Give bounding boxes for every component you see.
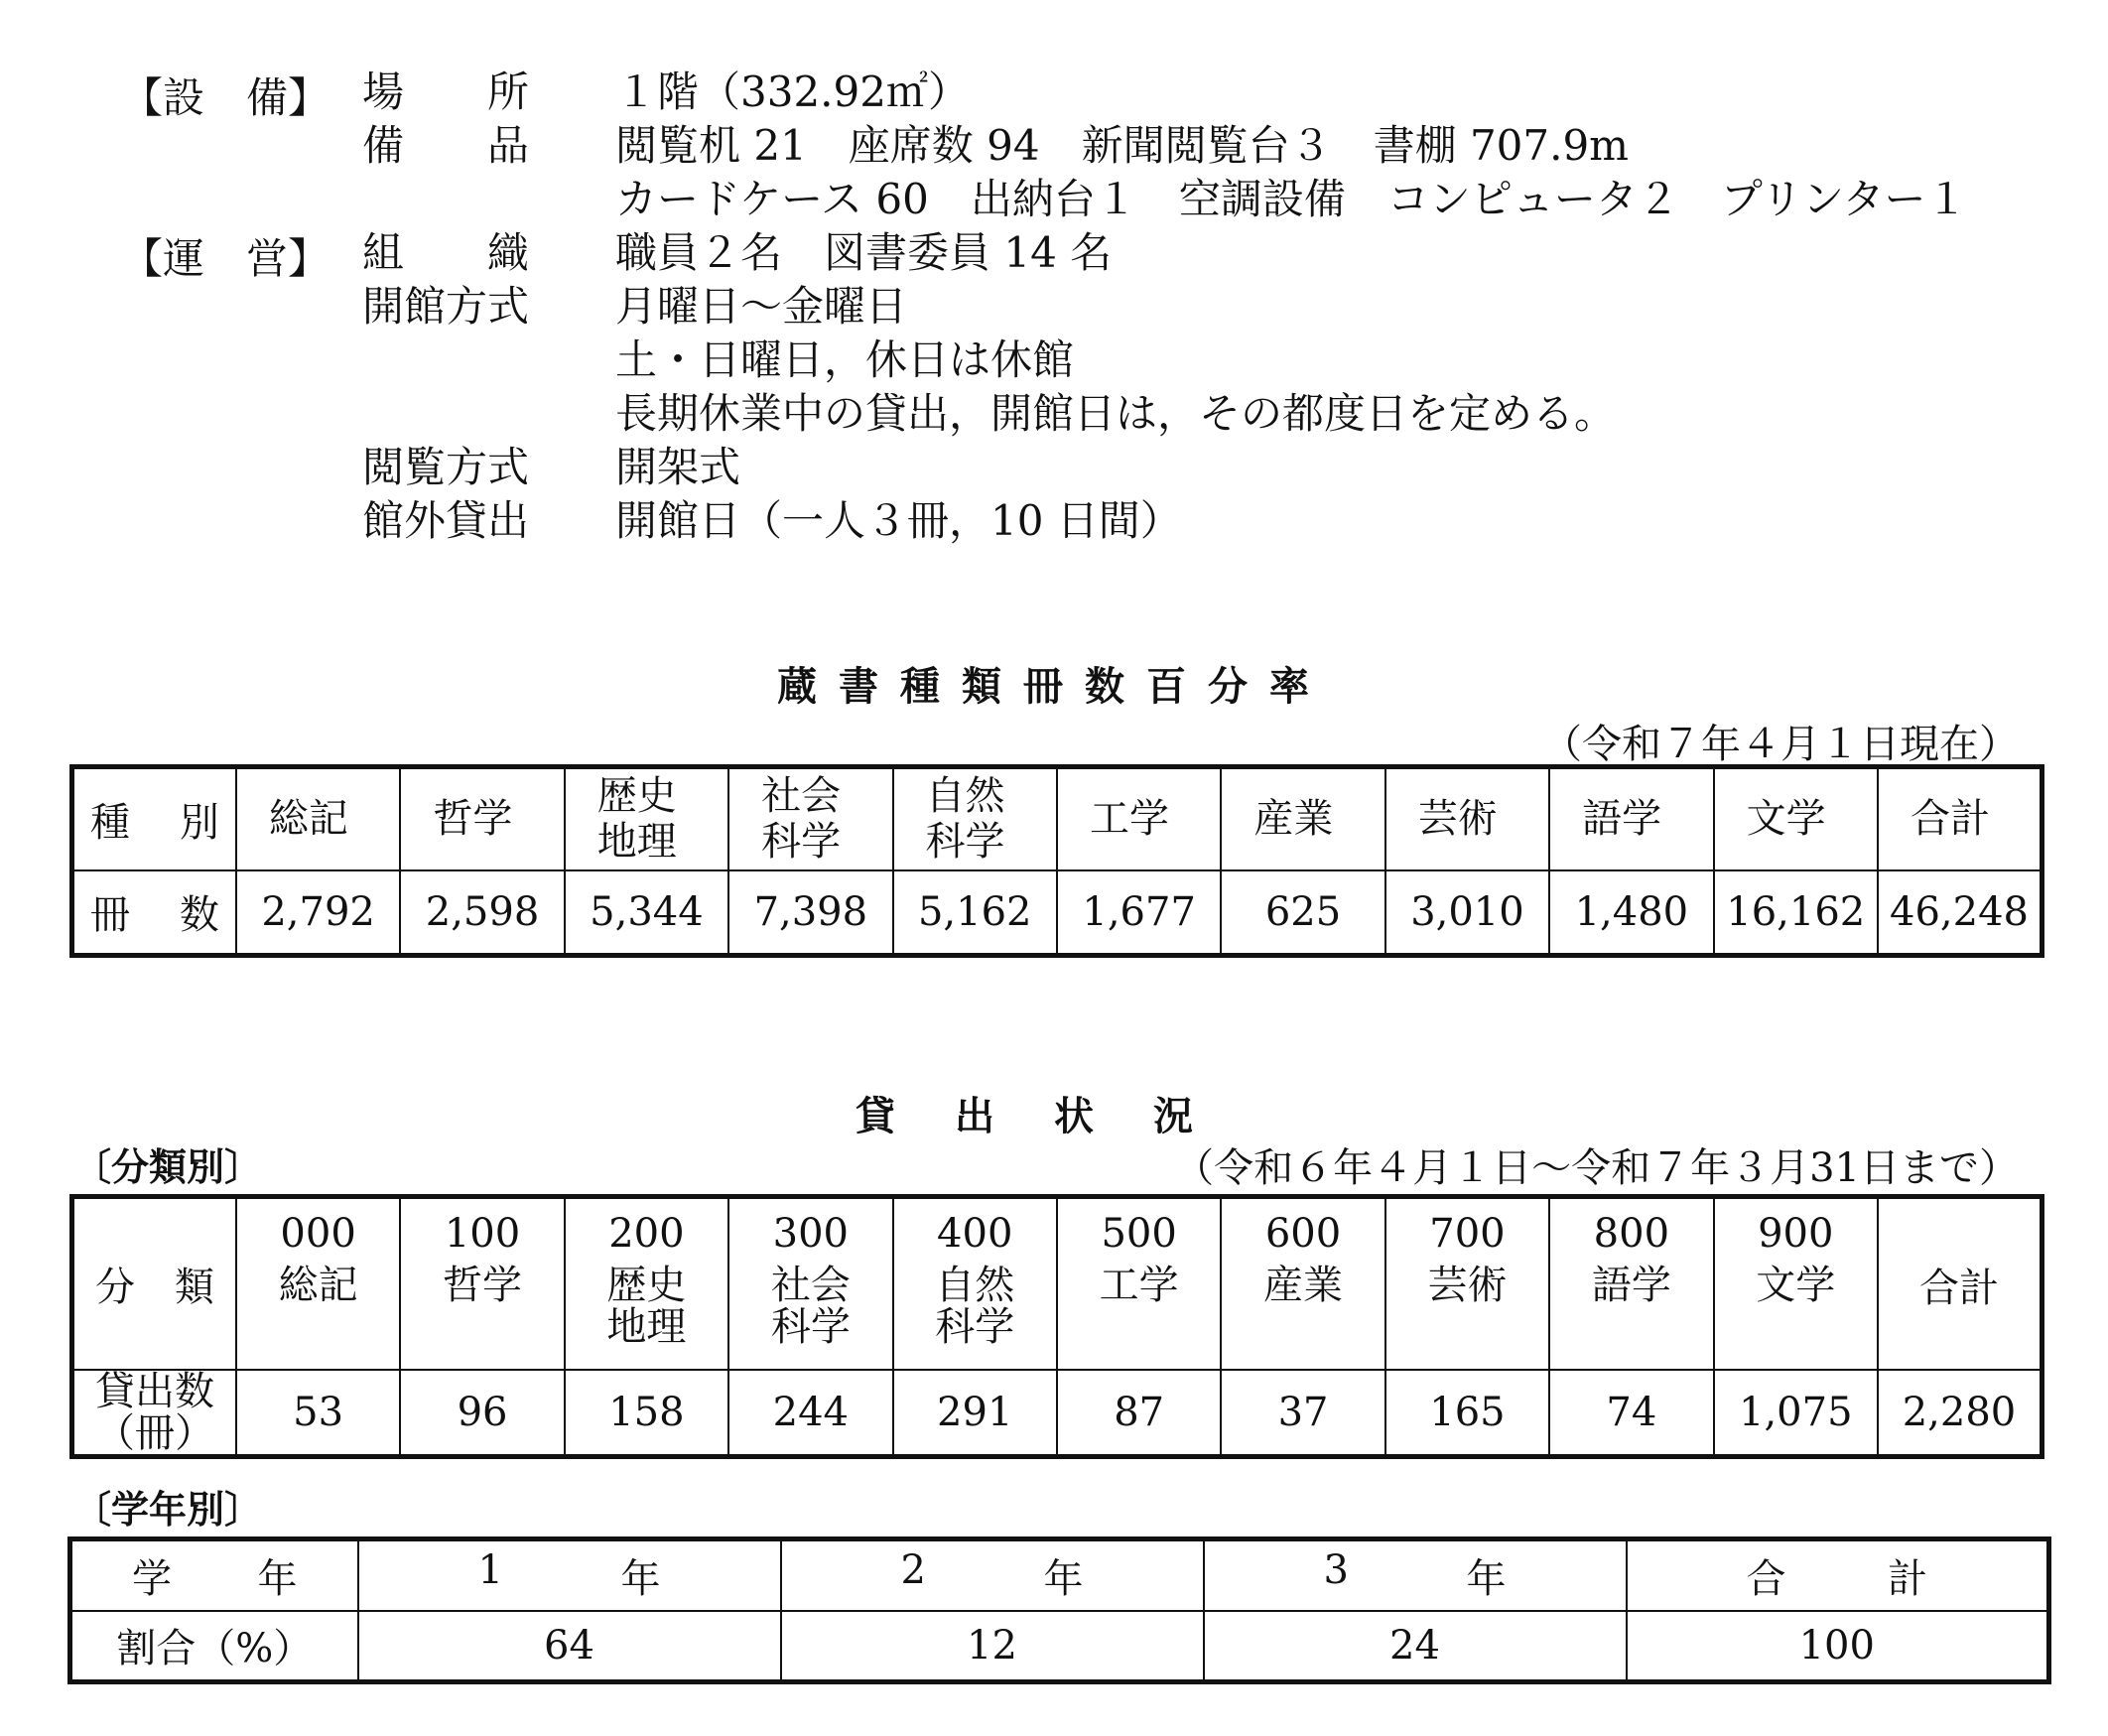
header-char: 数 — [179, 892, 219, 939]
category-char: 芸 — [1417, 796, 1458, 843]
class-code: 800 — [1593, 1211, 1670, 1257]
class-name2 — [237, 1306, 399, 1348]
header-char: 学 — [132, 1555, 172, 1602]
facility-value-equipment: 閲覧机 21 座席数 94 新聞閲覧台３ 書棚 707.9m — [615, 121, 1630, 170]
loans-count-9: 1,075 — [1714, 1370, 1878, 1457]
collection-count-7: 3,010 — [1385, 870, 1549, 956]
loans-count-4: 291 — [893, 1370, 1057, 1457]
collection-date-note: （令和７年４月１日現在） — [1542, 722, 2019, 767]
category-char: 語 — [1582, 796, 1623, 843]
class-name1: 工学 — [1099, 1263, 1179, 1308]
loans-count-5: 87 — [1057, 1370, 1221, 1457]
class-name1: 語学 — [1591, 1263, 1671, 1308]
facility-key-equipment: 備 品 — [362, 121, 530, 170]
collection-category-9 — [1714, 767, 1878, 870]
category-char: 記 — [308, 796, 348, 843]
class-code: 400 — [937, 1211, 1013, 1257]
collection-category-5 — [1057, 767, 1221, 870]
header-char: 別 — [179, 799, 219, 846]
ratio-header: 割合（%） — [70, 1611, 358, 1682]
class-name1: 社会 — [770, 1263, 851, 1308]
header-char: 種 — [90, 799, 130, 846]
loans-class-8 — [1549, 1197, 1713, 1370]
class-name2: 科学 — [935, 1304, 1015, 1350]
category-char: 理 — [636, 819, 677, 866]
category-char: 工 — [1089, 796, 1129, 843]
collection-count-3: 7,398 — [728, 870, 892, 956]
operation-value-lending: 開館日（一人３冊，10 日間） — [615, 496, 1182, 545]
collection-count-0: 2,792 — [236, 870, 400, 956]
operation-key-reading: 閲覧方式 — [362, 443, 530, 491]
header-char: 冊 — [90, 892, 130, 939]
loans-by-class-label: 〔分類別〕 — [73, 1145, 263, 1189]
grade-col-2 — [1204, 1539, 1627, 1611]
class-name1: 合計 — [1918, 1266, 1999, 1312]
loans-class-table — [69, 1194, 2044, 1459]
class-code: 900 — [1758, 1211, 1834, 1257]
operation-value-organization: 職員２名 図書委員 14 名 — [615, 228, 1113, 277]
grade-ratio-2: 24 — [1204, 1611, 1627, 1682]
category-char: 業 — [1293, 796, 1334, 843]
collection-table — [69, 764, 2044, 958]
grade-col-0 — [358, 1539, 781, 1611]
collection-category-7 — [1385, 767, 1549, 870]
operation-label: 【運 営】 — [121, 234, 330, 283]
grade-char: 年 — [1466, 1555, 1507, 1602]
collection-category-4 — [893, 767, 1057, 870]
category-char: 学 — [1622, 796, 1662, 843]
category-char: 地 — [596, 819, 637, 866]
collection-title: 蔵書種類冊数百分率 — [777, 664, 1331, 710]
loans-class-2 — [565, 1197, 728, 1370]
collection-count-10: 46,248 — [1878, 870, 2042, 956]
loans-class-9 — [1714, 1197, 1878, 1370]
operation-value-opening: 月曜日～金曜日 — [615, 282, 908, 331]
category-char: 術 — [1457, 796, 1498, 843]
class-code: 600 — [1264, 1211, 1342, 1257]
collection-category-2 — [565, 767, 728, 870]
loans-class-5 — [1057, 1197, 1221, 1370]
facility-value-location: １階（332.92㎡） — [615, 67, 970, 116]
category-char: 文 — [1746, 796, 1786, 843]
collection-count-9: 16,162 — [1714, 870, 1878, 956]
facilities-label: 【設 備】 — [121, 73, 330, 122]
class-code: 700 — [1429, 1211, 1506, 1257]
loans-period-note: （令和６年４月１日～令和７年３月31日まで） — [1174, 1145, 2019, 1191]
loans-class-3 — [728, 1197, 892, 1370]
collection-count-8: 1,480 — [1549, 870, 1713, 956]
class-name2 — [1715, 1306, 1877, 1348]
loans-class-1 — [400, 1197, 564, 1370]
loans-by-grade-label: 〔学年別〕 — [73, 1488, 263, 1532]
grade-ratio-1: 12 — [781, 1611, 1204, 1682]
loans-count-1: 96 — [400, 1370, 564, 1457]
category-char: 計 — [1949, 796, 1990, 843]
count-header-line2: （冊） — [94, 1409, 214, 1456]
category-char: 科 — [925, 819, 966, 866]
class-code: 000 — [280, 1211, 356, 1257]
category-char: 総 — [268, 796, 309, 843]
collection-count-1: 2,598 — [400, 870, 564, 956]
collection-category-0 — [236, 767, 400, 870]
grade-col-3 — [1627, 1539, 2049, 1611]
grade-char: 合 — [1746, 1555, 1786, 1602]
collection-count-4: 5,162 — [893, 870, 1057, 956]
category-char: 史 — [636, 773, 677, 820]
category-char: 学 — [1128, 796, 1169, 843]
category-char: 科 — [761, 819, 802, 866]
class-name1: 哲学 — [443, 1263, 523, 1308]
collection-category-8 — [1549, 767, 1713, 870]
operation-key-organization: 組 織 — [362, 228, 530, 277]
loans-count-7: 165 — [1385, 1370, 1549, 1457]
operation-key-lending: 館外貸出 — [362, 496, 530, 545]
class-code — [1879, 1216, 2040, 1258]
category-char: 合 — [1910, 796, 1950, 843]
loans-grade-table — [67, 1536, 2051, 1684]
class-name2: 科学 — [770, 1304, 851, 1350]
grade-col-1 — [781, 1539, 1204, 1611]
category-char: 然 — [965, 773, 1005, 820]
grade-char: 1 — [477, 1546, 503, 1593]
loans-count-6: 37 — [1221, 1370, 1384, 1457]
facility-key-location: 場 所 — [362, 67, 530, 116]
operation-value-opening-2: 土・日曜日，休日は休館 — [615, 335, 1075, 384]
category-char: 社 — [761, 773, 802, 820]
grade-char: 年 — [620, 1555, 661, 1602]
grade-char: 2 — [900, 1546, 926, 1593]
class-name1: 産業 — [1263, 1263, 1344, 1308]
class-name2: 地理 — [606, 1304, 687, 1350]
operation-key-opening: 開館方式 — [362, 282, 530, 331]
operation-value-reading: 開架式 — [615, 443, 741, 491]
collection-category-10 — [1878, 767, 2042, 870]
class-code: 500 — [1101, 1211, 1177, 1257]
grade-header — [70, 1539, 358, 1611]
loans-count-header — [72, 1370, 236, 1457]
loans-class-0 — [236, 1197, 400, 1370]
operation-value-opening-3: 長期休業中の貸出，開館日は，その都度日を定める。 — [615, 389, 1617, 438]
grade-char: 年 — [1043, 1555, 1084, 1602]
loans-class-10 — [1878, 1197, 2042, 1370]
class-code: 300 — [772, 1211, 849, 1257]
class-name1: 自然 — [935, 1263, 1015, 1308]
grade-ratio-0: 64 — [358, 1611, 781, 1682]
class-name1: 総記 — [278, 1263, 358, 1308]
collection-category-1 — [400, 767, 564, 870]
loans-title: 貸出状況 — [856, 1094, 1252, 1139]
collection-count-5: 1,677 — [1057, 870, 1221, 956]
loans-class-4 — [893, 1197, 1057, 1370]
collection-category-6 — [1221, 767, 1384, 870]
collection-category-3 — [728, 767, 892, 870]
loans-class-header: 分 類 — [72, 1197, 236, 1370]
class-name2 — [1386, 1306, 1548, 1348]
class-name2 — [1879, 1309, 2040, 1351]
category-char: 自 — [925, 773, 966, 820]
category-char: 哲 — [433, 796, 473, 843]
category-char: 会 — [801, 773, 842, 820]
class-code: 100 — [444, 1211, 521, 1257]
category-char: 学 — [801, 819, 842, 866]
loans-count-0: 53 — [236, 1370, 400, 1457]
class-name2 — [1222, 1306, 1383, 1348]
loans-class-7 — [1385, 1197, 1549, 1370]
loans-count-2: 158 — [565, 1370, 728, 1457]
facility-value-equipment-2: カードケース 60 出納台１ 空調設備 コンピュータ２ プリンター１ — [615, 175, 1968, 223]
collection-header-type — [72, 767, 236, 870]
collection-count-6: 625 — [1221, 870, 1384, 956]
class-name1: 芸術 — [1427, 1263, 1508, 1308]
class-name2 — [1550, 1306, 1712, 1348]
category-char: 学 — [1785, 796, 1826, 843]
count-header-line1: 貸出数 — [94, 1368, 214, 1414]
loans-count-10: 2,280 — [1878, 1370, 2042, 1457]
category-char: 学 — [965, 819, 1005, 866]
class-name2 — [401, 1306, 563, 1348]
grade-ratio-3: 100 — [1627, 1611, 2049, 1682]
category-char: 学 — [472, 796, 513, 843]
loans-count-8: 74 — [1549, 1370, 1713, 1457]
loans-class-6 — [1221, 1197, 1384, 1370]
collection-count-2: 5,344 — [565, 870, 728, 956]
class-name1: 文学 — [1756, 1263, 1836, 1308]
class-name2 — [1058, 1306, 1220, 1348]
header-char: 年 — [257, 1555, 298, 1602]
grade-char: 計 — [1888, 1555, 1927, 1602]
class-name1: 歴史 — [606, 1263, 687, 1308]
grade-char: 3 — [1323, 1546, 1349, 1593]
class-code: 200 — [608, 1211, 685, 1257]
category-char: 歴 — [596, 773, 637, 820]
category-char: 産 — [1253, 796, 1294, 843]
loans-count-3: 244 — [728, 1370, 892, 1457]
collection-header-count — [72, 870, 236, 956]
